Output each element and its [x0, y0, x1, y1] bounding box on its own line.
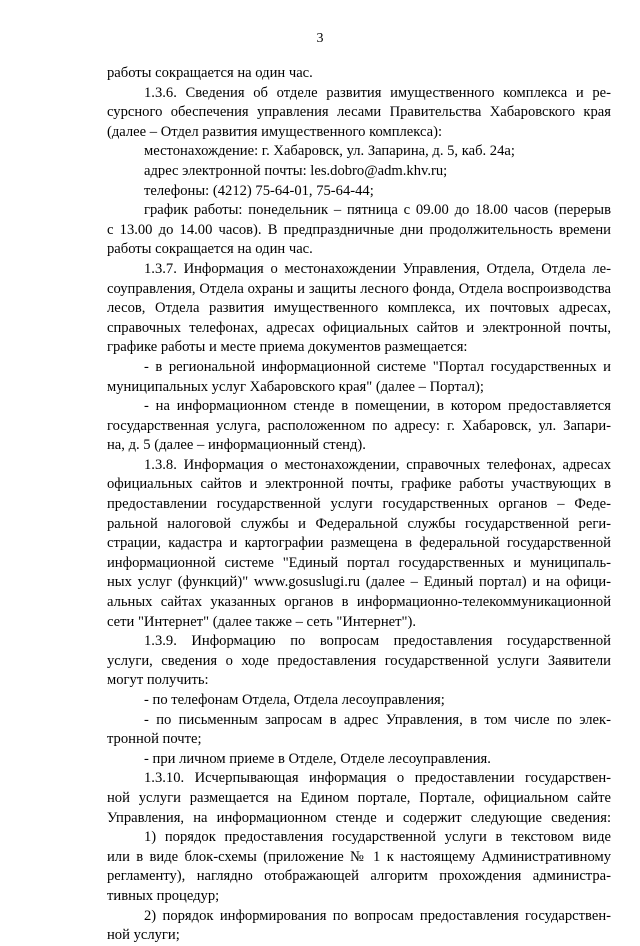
text-line: 1.3.7. Информация о местонахождении Управления, Отдела, Отдела ле- [144, 260, 611, 277]
text-line: телефоны: (4212) 75-64-01, 75-64-44; [144, 182, 374, 199]
text-line: лесов, Отдела развития имущественного комплекса, их почтовых адресах, [107, 300, 611, 317]
text-line: 1) порядок предоставления государственной услуги в текстовом виде [144, 829, 611, 846]
text-line: - при личном приеме в Отделе, Отделе лесоуправления. [144, 750, 491, 767]
text-line: ной услуги размещается на Едином портале, Портале, официальном сайте [107, 789, 611, 806]
text-line: ных услуг (функций)" www.gosuslugi.ru (далее – Единый портал) и на офици- [107, 574, 611, 591]
text-line: сурсного обеспечения управления лесами Правительства Хабаровского края [107, 104, 611, 121]
text-line: официальных сайтов и электронной почты, графике работы участвующих в [107, 476, 611, 493]
text-line: - по письменным запросам в адрес Управления, в том числе по элек- [144, 711, 611, 728]
text-line: - на информационном стенде в помещении, в котором предоставляется [144, 398, 611, 415]
text-line: ной услуги; [107, 927, 180, 944]
text-line: альных сайтах указанных органов в информационно-телекоммуникационной [107, 594, 611, 611]
text-line: с 13.00 до 14.00 часов). В предпраздничные дни продолжительность времени [107, 221, 611, 238]
text-line: услуги, сведения о ходе предоставления государственной услуги Заявители [107, 652, 611, 669]
text-line: Управления, на информационном стенде и содержит следующие сведения: [107, 809, 611, 826]
text-line: сети "Интернет" (далее также – сеть "Интернет"). [107, 613, 416, 630]
text-line: - по телефонам Отдела, Отдела лесоуправления; [144, 692, 445, 708]
text-line: - в региональной информационной системе "Портал государственных и [144, 358, 611, 375]
text-line: 1.3.10. Исчерпывающая информация о предоставлении государствен- [144, 770, 611, 787]
text-line: на, д. 5 (далее – информационный стенд). [107, 437, 366, 454]
text-line: государственная услуга, расположенном по адресу: г. Хабаровск, ул. Запари- [107, 417, 611, 434]
text-line: график работы: понедельник – пятница с 09.00 до 18.00 часов (перерыв [144, 202, 611, 219]
text-line: местонахождение: г. Хабаровск, ул. Запарина, д. 5, каб. 24а; [144, 143, 515, 160]
text-line: информационной системе "Единый портал государственных и муниципаль- [107, 554, 611, 571]
text-line: ральной налоговой службы и Федеральной службы государственной реги- [107, 515, 611, 532]
text-line: графике работы и месте приема документов размещается: [107, 339, 468, 356]
body-text [107, 64, 611, 946]
text-line: регламенту), наглядно отображающей алгоритм прохождения администра- [107, 868, 611, 885]
text-line: 1.3.9. Информацию по вопросам предоставления государственной [144, 633, 611, 650]
text-line: работы сокращается на один час. [107, 241, 313, 258]
text-line: работы сокращается на один час. [107, 65, 313, 81]
text-line: муниципальных услуг Хабаровского края" (далее – Портал); [107, 378, 484, 395]
text-line: тивных процедур; [107, 887, 220, 904]
text-line: тронной почте; [107, 731, 202, 748]
text-line: могут получить: [107, 672, 209, 689]
text-line: 1.3.6. Сведения об отделе развития имущественного комплекса и ре- [144, 84, 611, 101]
text-line: (далее – Отдел развития имущественного комплекса): [107, 123, 443, 140]
text-line: 1.3.8. Информация о местонахождении, справочных телефонах, адресах [144, 456, 611, 473]
text-line: предоставлении государственной услуги государственных органов – Феде- [107, 496, 611, 513]
text-line: 2) порядок информирования по вопросам предоставления государствен- [144, 907, 611, 924]
text-line: справочных телефонах, адресах официальных сайтов и электронной почты, [107, 319, 611, 336]
text-line: адрес электронной почты: les.dobro@adm.khv.ru; [144, 162, 448, 179]
page-number: 3 [316, 31, 324, 46]
text-line: или в виде блок-схемы (приложение № 1 к настоящему Административному [107, 848, 611, 865]
text-line: страции, кадастра и картографии размещена в федеральной государственной [107, 535, 611, 552]
text-line: соуправления, Отдела охраны и защиты лесного фонда, Отдела воспроизводства [107, 280, 611, 297]
